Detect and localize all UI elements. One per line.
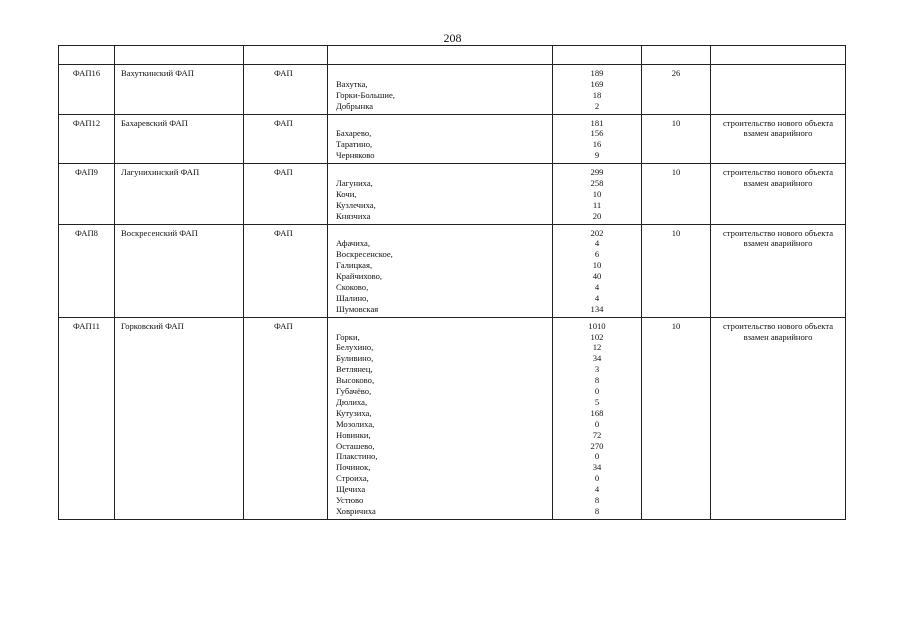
settlement-name: Осташево, xyxy=(336,440,375,451)
table-row xyxy=(59,65,846,115)
spacer xyxy=(336,68,548,79)
settlement-population: 0 xyxy=(594,451,600,462)
cell-code xyxy=(59,114,115,164)
settlement-population: 168 xyxy=(590,407,604,418)
table-row xyxy=(59,164,846,224)
cell-code xyxy=(59,317,115,519)
facility-name: Бахаревский ФАП xyxy=(121,117,188,128)
header-cell-settlements xyxy=(328,46,553,65)
settlement-list xyxy=(328,225,552,317)
settlement-name: Мозолиха, xyxy=(336,418,375,429)
settlement-population: 16 xyxy=(592,139,602,150)
cell-name xyxy=(115,65,244,115)
settlement-population: 8 xyxy=(594,505,600,516)
settlement-population: 10 xyxy=(592,260,602,271)
table-row xyxy=(59,224,846,317)
note-text: строительство нового объекта взамен аварийного xyxy=(722,167,834,189)
header-cell-staff xyxy=(642,46,711,65)
total-population: 299 xyxy=(590,167,604,178)
cell-population xyxy=(553,65,642,115)
settlement-population: 2 xyxy=(594,100,600,111)
facility-type: ФАП xyxy=(274,320,293,331)
settlement-population: 134 xyxy=(590,303,604,314)
facility-type: ФАП xyxy=(274,227,293,238)
settlement-population: 6 xyxy=(594,249,600,260)
cell-population xyxy=(553,224,642,317)
settlement-list xyxy=(328,65,552,114)
settlement-name: Шалино, xyxy=(336,292,369,303)
settlement-name: Воскресенское, xyxy=(336,249,393,260)
note-text: строительство нового объекта взамен аварийного xyxy=(722,227,834,249)
cell-type xyxy=(244,317,328,519)
settlement-name: Кочи, xyxy=(336,188,357,199)
cell-settlements xyxy=(328,164,553,224)
population-list xyxy=(553,164,641,223)
note-text: строительство нового объекта взамен аварийного xyxy=(722,117,834,139)
facility-code: ФАП8 xyxy=(75,227,98,238)
cell-code xyxy=(59,65,115,115)
settlement-name: Таратино, xyxy=(336,139,373,150)
cell-staff xyxy=(642,224,711,317)
settlement-name: Лагуниха, xyxy=(336,178,373,189)
settlement-population: 3 xyxy=(594,364,600,375)
cell-name xyxy=(115,114,244,164)
cell-type xyxy=(244,114,328,164)
spacer xyxy=(336,321,548,332)
settlement-list xyxy=(328,115,552,164)
cell-note xyxy=(711,224,846,317)
settlement-population: 4 xyxy=(594,238,600,249)
settlement-name: Черняково xyxy=(336,150,375,161)
cell-type xyxy=(244,164,328,224)
cell-settlements xyxy=(328,224,553,317)
staff-count: 10 xyxy=(671,227,681,238)
cell-staff xyxy=(642,317,711,519)
page-number: 208 xyxy=(443,31,462,45)
settlement-name: Белухино, xyxy=(336,342,374,353)
settlement-population: 20 xyxy=(592,210,602,221)
note-text xyxy=(711,65,845,70)
spacer xyxy=(336,118,548,129)
facility-name: Воскресенский ФАП xyxy=(121,227,198,238)
settlement-population: 8 xyxy=(594,494,600,505)
settlement-population: 11 xyxy=(592,199,602,210)
settlement-population: 40 xyxy=(592,271,602,282)
facility-code: ФАП12 xyxy=(72,117,101,128)
population-list xyxy=(553,115,641,164)
cell-settlements xyxy=(328,114,553,164)
cell-name xyxy=(115,224,244,317)
header-cell-name xyxy=(115,46,244,65)
settlement-population: 12 xyxy=(592,342,602,353)
header-cell-type xyxy=(244,46,328,65)
facility-name: Горковский ФАП xyxy=(121,320,184,331)
cell-note xyxy=(711,164,846,224)
cell-code xyxy=(59,224,115,317)
settlement-name: Кузлечиха, xyxy=(336,199,376,210)
settlement-name: Вахутка, xyxy=(336,78,368,89)
settlement-name: Губачёво, xyxy=(336,386,372,397)
header-cell-population xyxy=(553,46,642,65)
settlement-population: 270 xyxy=(590,440,604,451)
settlement-name: Щечиха xyxy=(336,484,366,495)
registry-table xyxy=(58,45,846,520)
settlement-name: Дюлиха, xyxy=(336,396,368,407)
settlement-name: Добрынка xyxy=(336,100,374,111)
facility-code: ФАП9 xyxy=(75,167,98,178)
settlement-population: 4 xyxy=(594,282,600,293)
cell-population xyxy=(553,114,642,164)
settlement-name: Плакстино, xyxy=(336,451,378,462)
settlement-population: 102 xyxy=(590,331,604,342)
settlement-name: Ветлянец, xyxy=(336,364,373,375)
cell-note xyxy=(711,65,846,115)
facility-type: ФАП xyxy=(274,68,293,78)
cell-staff xyxy=(642,164,711,224)
settlement-name: Устюво xyxy=(336,494,364,505)
facility-name: Вахуткинский ФАП xyxy=(121,68,194,78)
cell-settlements xyxy=(328,317,553,519)
settlement-name: Шумовская xyxy=(336,303,379,314)
cell-note xyxy=(711,114,846,164)
settlement-name: Строиха, xyxy=(336,473,369,484)
settlement-population: 18 xyxy=(592,89,602,100)
settlement-population: 4 xyxy=(594,292,600,303)
header-cell-note xyxy=(711,46,846,65)
cell-settlements xyxy=(328,65,553,115)
population-list xyxy=(553,225,641,317)
settlement-list xyxy=(328,318,552,519)
cell-population xyxy=(553,164,642,224)
settlement-name: Князчиха xyxy=(336,210,371,221)
settlement-list xyxy=(328,164,552,223)
settlement-name: Скоково, xyxy=(336,282,369,293)
table-row xyxy=(59,317,846,519)
settlement-population: 169 xyxy=(590,78,604,89)
settlement-population: 34 xyxy=(592,353,602,364)
facility-type: ФАП xyxy=(274,117,293,128)
settlement-name: Кутузиха, xyxy=(336,407,372,418)
header-cell-code xyxy=(59,46,115,65)
settlement-name: Крайчихово, xyxy=(336,271,383,282)
settlement-population: 8 xyxy=(594,375,600,386)
total-population: 1010 xyxy=(588,320,606,331)
settlement-population: 156 xyxy=(590,128,604,139)
settlement-name: Новинки, xyxy=(336,429,371,440)
cell-code xyxy=(59,164,115,224)
staff-count: 10 xyxy=(671,320,681,331)
facility-code: ФАП11 xyxy=(73,320,100,331)
note-text: строительство нового объекта взамен аварийного xyxy=(722,320,834,342)
cell-type xyxy=(244,65,328,115)
settlement-name: Буливино, xyxy=(336,353,374,364)
population-list xyxy=(553,318,641,519)
settlement-name: Высоково, xyxy=(336,375,375,386)
facility-type: ФАП xyxy=(274,167,293,178)
cell-name xyxy=(115,317,244,519)
facility-code: ФАП16 xyxy=(72,68,101,78)
settlement-population: 34 xyxy=(592,462,602,473)
table-row xyxy=(59,114,846,164)
cell-staff xyxy=(642,65,711,115)
settlement-population: 10 xyxy=(592,188,602,199)
settlement-name: Бахарево, xyxy=(336,128,372,139)
cell-note xyxy=(711,317,846,519)
population-list xyxy=(553,65,641,114)
cell-name xyxy=(115,164,244,224)
settlement-population: 4 xyxy=(594,484,600,495)
settlement-name: Починок, xyxy=(336,462,371,473)
settlement-name: Горки-Большие, xyxy=(336,89,395,100)
settlement-population: 5 xyxy=(594,396,600,407)
settlement-name: Афачиха, xyxy=(336,238,370,249)
settlement-population: 72 xyxy=(592,429,602,440)
settlement-population: 0 xyxy=(594,386,600,397)
settlement-population: 258 xyxy=(590,178,604,189)
settlement-name: Ховричиха xyxy=(336,505,376,516)
settlement-population: 0 xyxy=(594,473,600,484)
cell-type xyxy=(244,224,328,317)
spacer xyxy=(336,228,548,239)
total-population: 202 xyxy=(590,227,604,238)
staff-count: 26 xyxy=(671,68,681,78)
total-population: 181 xyxy=(590,117,604,128)
staff-count: 10 xyxy=(671,167,681,178)
header-row xyxy=(59,46,846,65)
cell-population xyxy=(553,317,642,519)
settlement-population: 0 xyxy=(594,418,600,429)
facility-name: Лагунихинский ФАП xyxy=(121,167,200,178)
cell-staff xyxy=(642,114,711,164)
spacer xyxy=(336,167,548,178)
total-population: 189 xyxy=(590,68,604,78)
settlement-name: Галицкая, xyxy=(336,260,373,271)
settlement-population: 9 xyxy=(594,150,600,161)
settlement-name: Горки, xyxy=(336,331,360,342)
staff-count: 10 xyxy=(671,117,681,128)
